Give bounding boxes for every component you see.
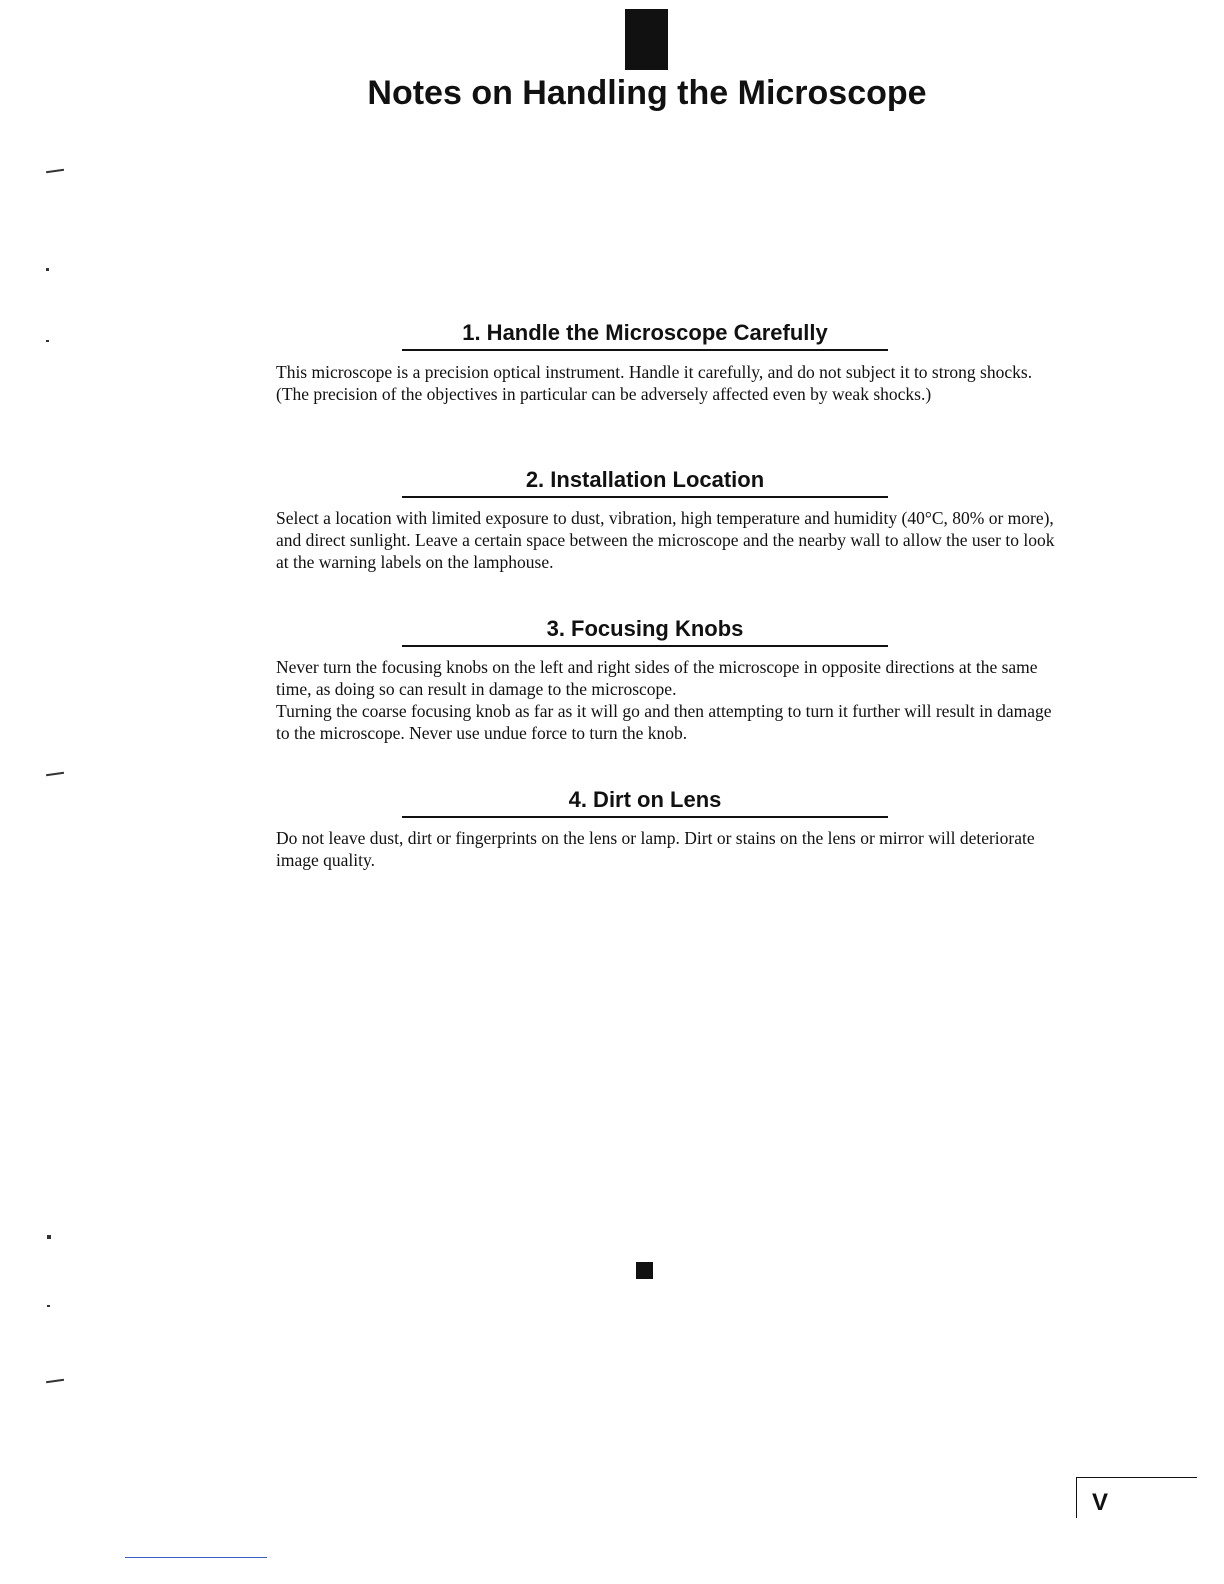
page-number: V bbox=[1092, 1489, 1109, 1516]
paragraph: This microscope is a precision optical instrument. Handle it carefully, and do not subject it to strong shocks. (The precision of the objectives in particular can be adversely affected even by weak shocks.) bbox=[276, 362, 1033, 404]
section-heading-dirt-on-lens: 4. Dirt on Lens bbox=[402, 788, 888, 818]
section-heading-installation-location: 2. Installation Location bbox=[402, 468, 888, 498]
bottom-black-marker bbox=[636, 1262, 653, 1279]
scan-mark bbox=[46, 169, 64, 173]
paragraph: Do not leave dust, dirt or fingerprints on the lens or lamp. Dirt or stains on the lens or mirror will deteriorate image quality. bbox=[276, 828, 1035, 870]
paragraph: Select a location with limited exposure to dust, vibration, high temperature and humidity (40°C, 80% or more), and direct sunlight. Leave a certain space between the microscope and the nearby wall to allow the user to look at the warning labels on the lamphouse. bbox=[276, 508, 1055, 572]
scan-mark bbox=[46, 1379, 64, 1383]
section-body-installation-location bbox=[276, 507, 1056, 573]
section-heading-focusing-knobs: 3. Focusing Knobs bbox=[402, 617, 888, 647]
scan-mark bbox=[47, 1235, 51, 1239]
scan-mark bbox=[46, 772, 64, 776]
section-body-handle-carefully bbox=[276, 361, 1056, 405]
bottom-rule bbox=[125, 1557, 267, 1558]
scan-mark bbox=[46, 340, 49, 342]
section-body-dirt-on-lens bbox=[276, 827, 1056, 871]
section-heading-handle-carefully: 1. Handle the Microscope Carefully bbox=[402, 321, 888, 351]
top-black-marker bbox=[625, 9, 668, 70]
scan-mark bbox=[47, 1305, 50, 1307]
paragraph: Never turn the focusing knobs on the left and right sides of the microscope in opposite directions at the same time, as doing so can result in damage to the microscope. bbox=[276, 657, 1038, 699]
paragraph: Turning the coarse focusing knob as far as it will go and then attempting to turn it further will result in damage to the microscope. Never use undue force to turn the knob. bbox=[276, 701, 1052, 743]
scan-mark bbox=[46, 268, 49, 271]
page-title: Notes on Handling the Microscope bbox=[367, 74, 927, 112]
section-body-focusing-knobs bbox=[276, 656, 1056, 744]
